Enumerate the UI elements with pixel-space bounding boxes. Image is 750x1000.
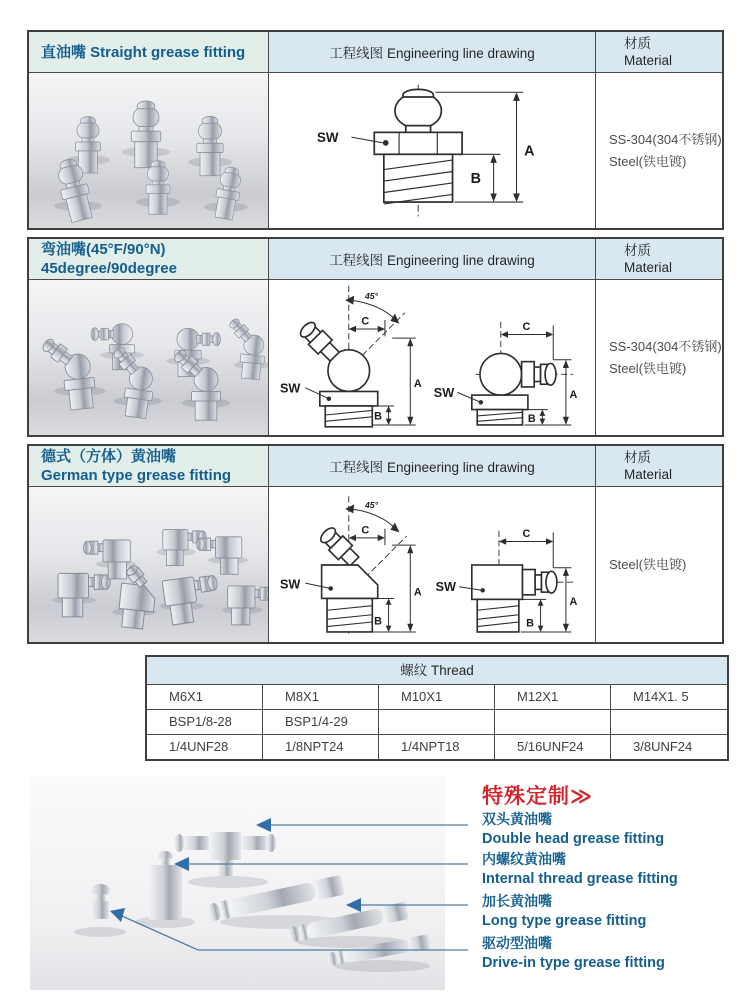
material-column-header: 材质 Material [596, 32, 722, 73]
straight-line-drawing [275, 78, 590, 223]
item-name-en: Long type grease fitting [482, 913, 647, 929]
item-name-en: Double head grease fitting [482, 831, 665, 847]
thread-cell [379, 710, 495, 734]
section-title-line1: 直油嘴 Straight grease fitting [41, 43, 246, 61]
thread-cell: BSP1/8-28 [147, 710, 263, 734]
label-b: B [374, 410, 382, 423]
section-title-angled [29, 239, 269, 280]
section-title-german [29, 446, 269, 487]
drawing-column-header: 工程线图 Engineering line drawing [269, 239, 596, 280]
label-angle: 45° [365, 499, 379, 510]
material-column-header: 材质 Material [596, 446, 722, 487]
thread-cell: BSP1/4-29 [263, 710, 379, 734]
list-item [482, 810, 742, 849]
section-title-line1: 德式（方体）黄油嘴 [41, 448, 177, 465]
german-line-drawing [271, 489, 593, 641]
straight-fitting-table [27, 30, 724, 230]
table-row [147, 710, 727, 735]
engineering-drawing-angled [269, 280, 596, 435]
material-line: Steel(铁电镀) [609, 153, 687, 169]
thread-cell: 1/4NPT18 [379, 735, 495, 759]
label-a: A [569, 388, 578, 401]
material-line: SS-304(304不锈钢) [609, 338, 722, 354]
list-item [482, 934, 742, 973]
angled-fitting-table [27, 237, 724, 437]
label-b: B [527, 412, 536, 425]
table-row [147, 685, 727, 710]
german-fittings-photo [30, 488, 268, 641]
label-sw: SW [433, 385, 455, 400]
thread-size-table [145, 655, 729, 761]
table-row [147, 735, 727, 759]
straight-fittings-photo [30, 74, 268, 227]
label-c: C [361, 315, 370, 328]
item-name-en: Drive-in type grease fitting [482, 955, 665, 971]
drive-in-fitting [90, 884, 110, 919]
label-a: A [523, 143, 534, 160]
thread-cell: M8X1 [263, 685, 379, 709]
label-c: C [522, 320, 531, 333]
thread-cell: M6X1 [147, 685, 263, 709]
label-b: B [470, 170, 481, 187]
label-c: C [522, 527, 531, 540]
drawing-column-header: 工程线图 Engineering line drawing [269, 32, 596, 73]
material-line: Steel(铁电镀) [609, 360, 687, 376]
product-photo-german [29, 487, 269, 642]
special-customization-heading: 特殊定制≫ [482, 785, 593, 808]
material-column-header: 材质 Material [596, 239, 722, 280]
thread-cell: M10X1 [379, 685, 495, 709]
product-photo-angled [29, 280, 269, 435]
thread-cell: 5/16UNF24 [495, 735, 611, 759]
thread-cell [611, 710, 727, 734]
thread-cell: M12X1 [495, 685, 611, 709]
material-line: SS-304(304不锈钢) [609, 131, 722, 147]
material-line: Steel(铁电镀) [609, 556, 687, 572]
label-sw: SW [435, 579, 457, 594]
material-angled [596, 280, 722, 435]
item-name-zh: 加长黄油嘴 [482, 893, 552, 909]
list-item [482, 892, 742, 931]
section-title-line2: 45degree/90degree [41, 260, 177, 277]
thread-cell: 1/8NPT24 [263, 735, 379, 759]
engineering-drawing-straight [269, 73, 596, 228]
thread-cell: M14X1. 5 [633, 689, 689, 704]
material-straight [596, 73, 722, 228]
section-title-line1: 弯油嘴(45°F/90°N) [41, 241, 166, 258]
engineering-drawing-german [269, 487, 596, 642]
german-fitting-table [27, 444, 724, 644]
list-item [482, 850, 742, 889]
label-a: A [413, 586, 422, 599]
material-german [596, 487, 722, 642]
section-title-line2: German type grease fitting [41, 467, 232, 484]
label-a: A [569, 595, 578, 608]
item-name-zh: 驱动型油嘴 [482, 935, 552, 951]
label-b: B [374, 615, 382, 628]
product-photo-straight [29, 73, 269, 228]
section-title-straight [29, 32, 269, 73]
special-customization-section [30, 770, 745, 998]
thread-cell: 3/8UNF24 [633, 739, 693, 754]
drawing-column-header: 工程线图 Engineering line drawing [269, 446, 596, 487]
label-b: B [526, 617, 534, 630]
label-angle: 45° [365, 290, 379, 301]
angled-line-drawing [271, 282, 593, 434]
label-sw: SW [316, 129, 339, 145]
item-name-zh: 内螺纹黄油嘴 [482, 851, 566, 867]
thread-cell [495, 710, 611, 734]
item-name-en: Internal thread grease fitting [482, 871, 678, 887]
item-name-zh: 双头黄油嘴 [482, 811, 552, 827]
label-sw: SW [280, 380, 301, 395]
label-c: C [361, 523, 370, 536]
label-a: A [413, 377, 422, 390]
chevrons-icon: ≫ [570, 785, 593, 808]
label-sw: SW [280, 577, 301, 592]
angled-fittings-photo [30, 281, 268, 434]
thread-cell: 1/4UNF28 [147, 735, 263, 759]
thread-table-title: 螺纹 Thread [147, 657, 727, 685]
